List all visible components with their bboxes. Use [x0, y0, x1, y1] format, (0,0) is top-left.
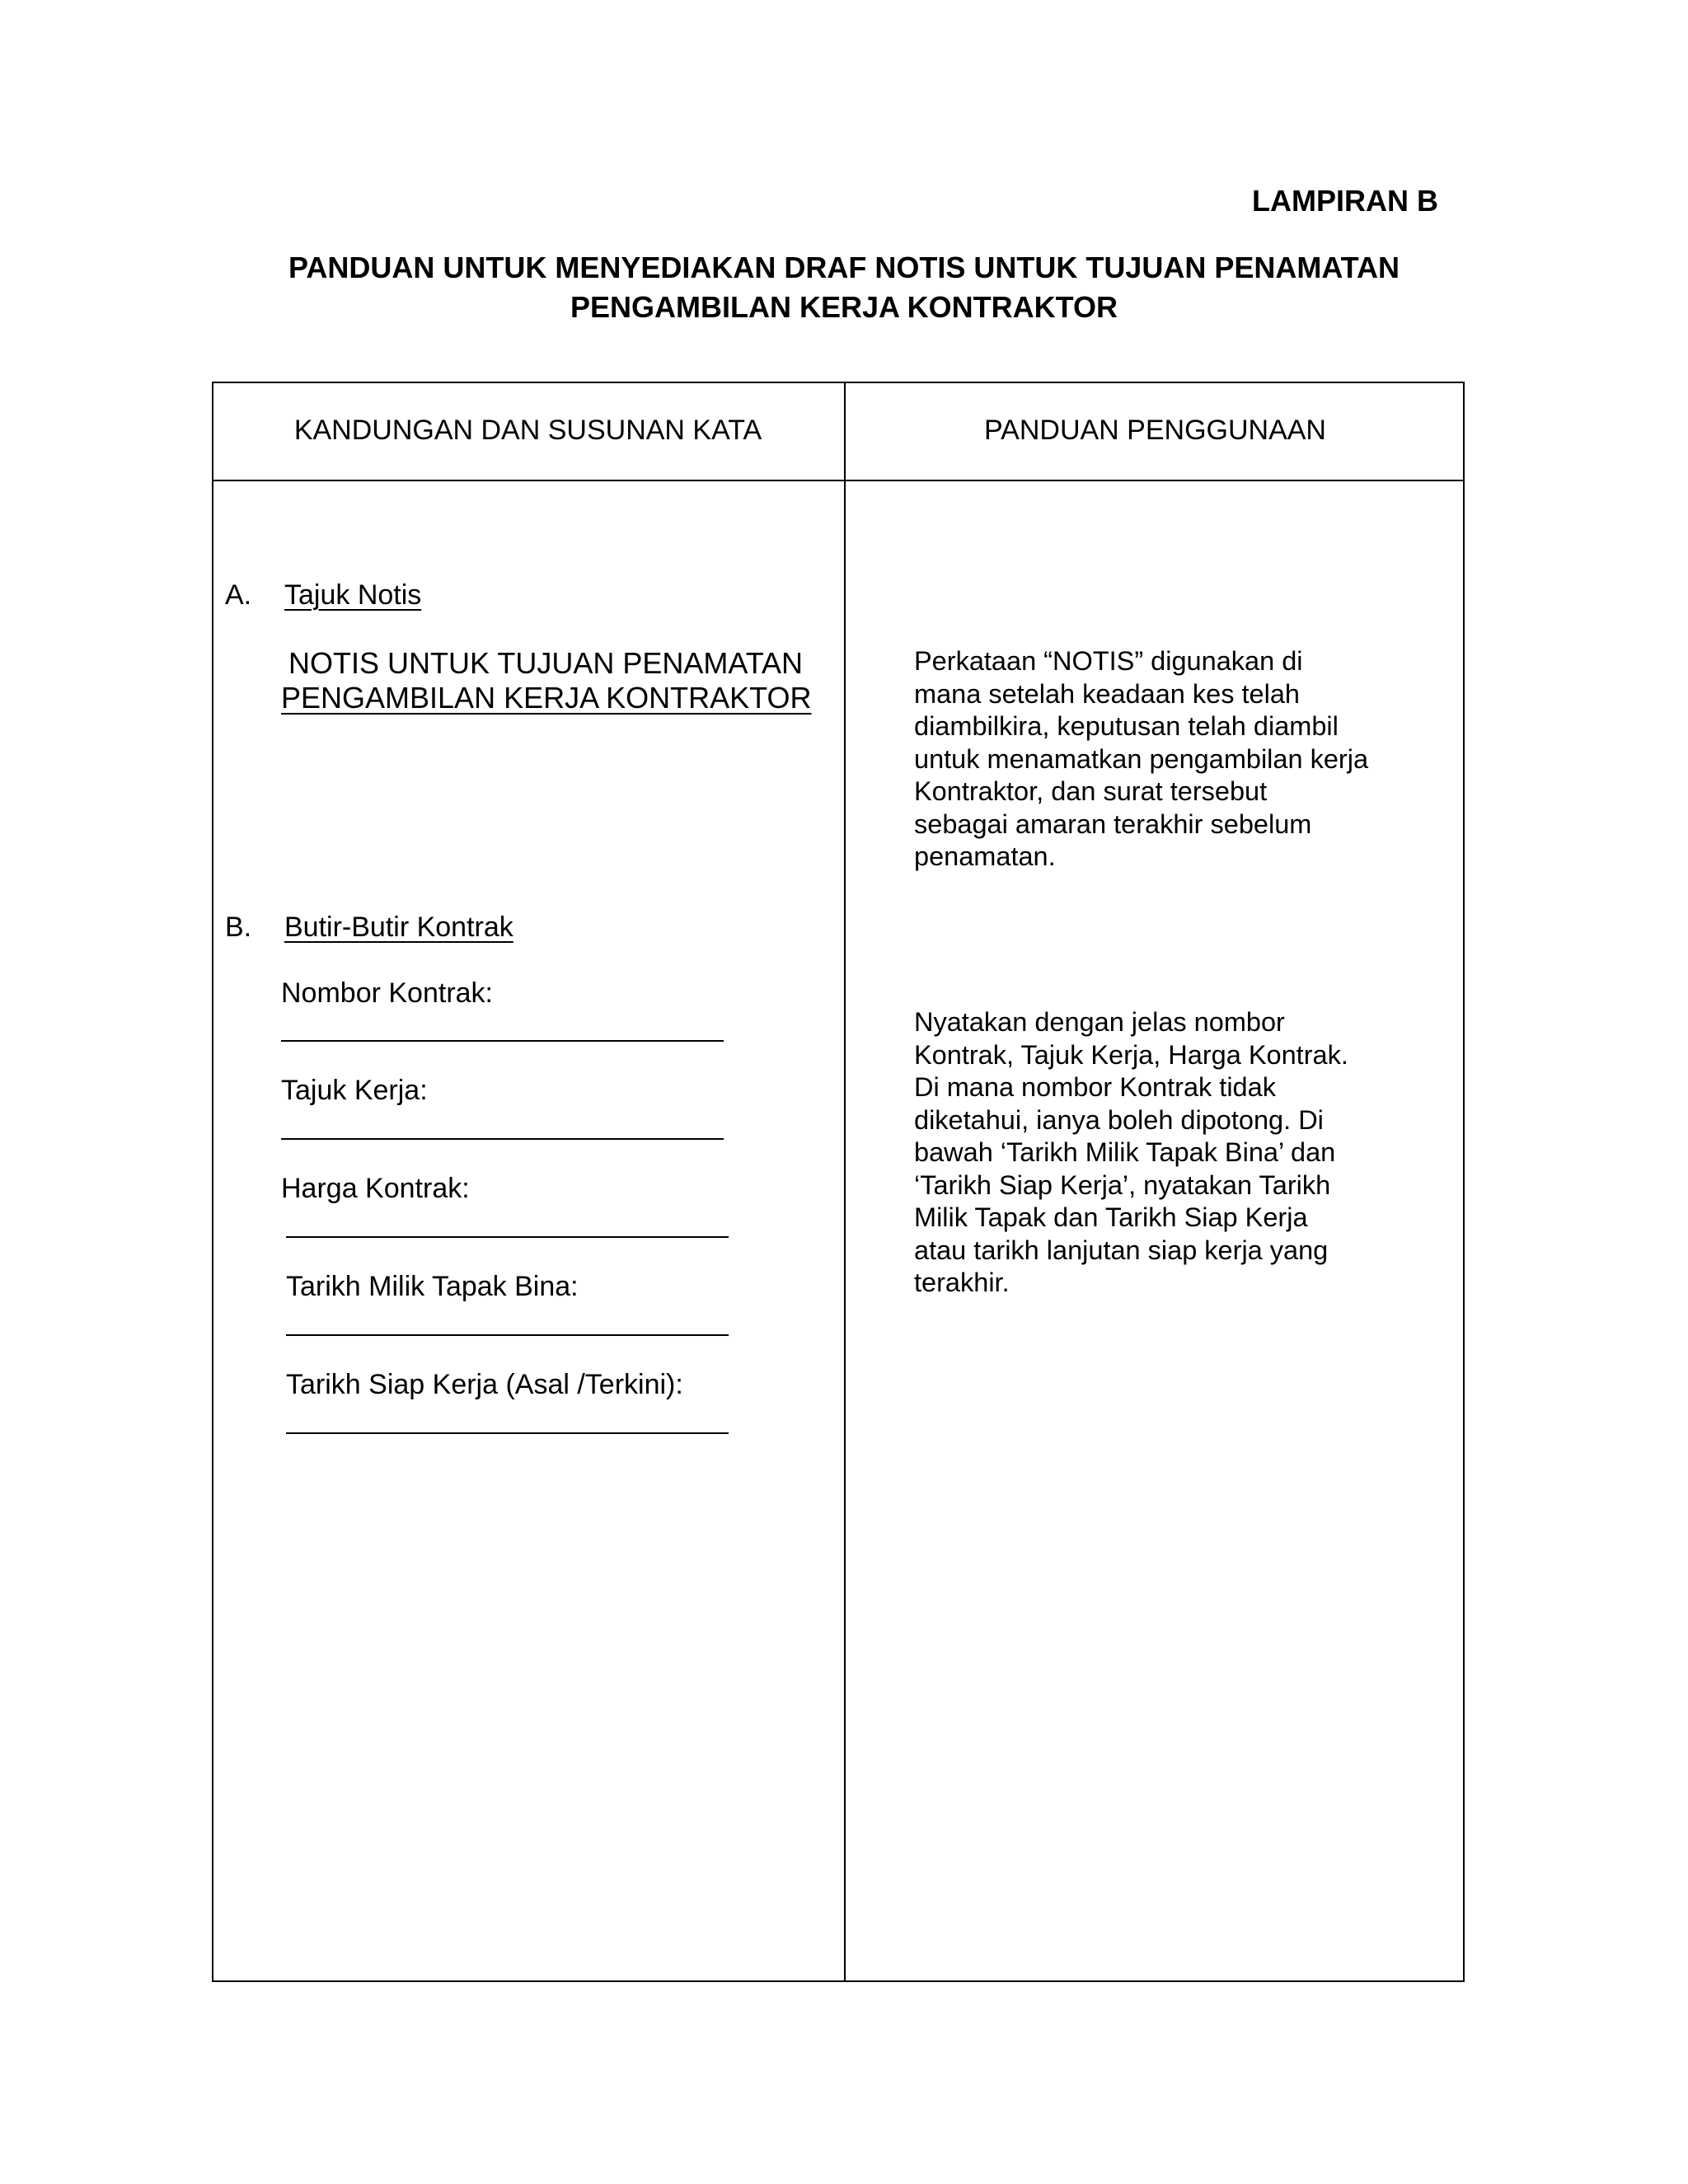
guide-line: Di mana nombor Kontrak tidak	[914, 1072, 1276, 1102]
field-label-contract-number: Nombor Kontrak:	[281, 977, 493, 1009]
section-a-letter: A.	[225, 579, 252, 611]
field-label-site-possession-date: Tarikh Milik Tapak Bina:	[286, 1271, 579, 1302]
column-header-content: KANDUNGAN DAN SUSUNAN KATA	[293, 415, 762, 446]
document-title-line: PENGAMBILAN KERJA KONTRAKTOR	[570, 290, 1118, 324]
section-b-heading: Butir-Butir Kontrak	[284, 912, 513, 943]
field-line-site-possession-date	[286, 1334, 729, 1336]
column-header-guide: PANDUAN PENGGUNAAN	[984, 415, 1326, 446]
guide-line: penamatan.	[914, 841, 1056, 871]
guide-line: bawah ‘Tarikh Milik Tapak Bina’ dan	[914, 1137, 1336, 1167]
field-line-contract-number	[281, 1040, 724, 1042]
guide-line: Kontrak, Tajuk Kerja, Harga Kontrak.	[914, 1039, 1348, 1070]
notice-title-line-2: PENGAMBILAN KERJA KONTRAKTOR	[281, 681, 812, 715]
field-label-work-title: Tajuk Kerja:	[281, 1075, 428, 1106]
guide-line: diambilkira, keputusan telah diambil	[914, 711, 1339, 741]
guide-line: ‘Tarikh Siap Kerja’, nyatakan Tarikh	[914, 1169, 1331, 1200]
document-title	[211, 248, 1477, 327]
section-b-letter: B.	[225, 912, 252, 943]
header-divider	[212, 480, 1465, 481]
guide-line: diketahui, ianya boleh dipotong. Di	[914, 1104, 1324, 1135]
guide-line: terakhir.	[914, 1268, 1010, 1297]
guide-line: Perkataan “NOTIS” digunakan di	[914, 646, 1303, 676]
section-b-guide	[914, 1006, 1442, 1300]
field-label-completion-date: Tarikh Siap Kerja (Asal /Terkini):	[286, 1369, 683, 1400]
guide-line: Nyatakan dengan jelas nombor	[914, 1007, 1285, 1037]
column-divider	[844, 382, 846, 1982]
guide-line: Kontraktor, dan surat tersebut	[914, 776, 1268, 806]
section-a-guide	[914, 645, 1442, 874]
notice-title-line-1: NOTIS UNTUK TUJUAN PENAMATAN	[288, 646, 804, 680]
field-label-contract-price: Harga Kontrak:	[281, 1173, 470, 1204]
field-line-completion-date	[286, 1432, 729, 1434]
guide-line: untuk menamatkan pengambilan kerja	[914, 743, 1369, 774]
guide-line: Milik Tapak dan Tarikh Siap Kerja	[914, 1202, 1308, 1232]
guide-line: mana setelah keadaan kes telah	[914, 678, 1300, 709]
annex-label: LAMPIRAN B	[1252, 184, 1438, 218]
document-title-line: PANDUAN UNTUK MENYEDIAKAN DRAF NOTIS UNTUK TUJUAN PENAMATAN	[288, 251, 1400, 284]
field-line-work-title	[281, 1138, 724, 1140]
guide-line: sebagai amaran terakhir sebelum	[914, 808, 1312, 839]
guide-line: atau tarikh lanjutan siap kerja yang	[914, 1235, 1329, 1265]
field-line-contract-price	[286, 1236, 729, 1238]
section-a-heading: Tajuk Notis	[284, 579, 422, 611]
